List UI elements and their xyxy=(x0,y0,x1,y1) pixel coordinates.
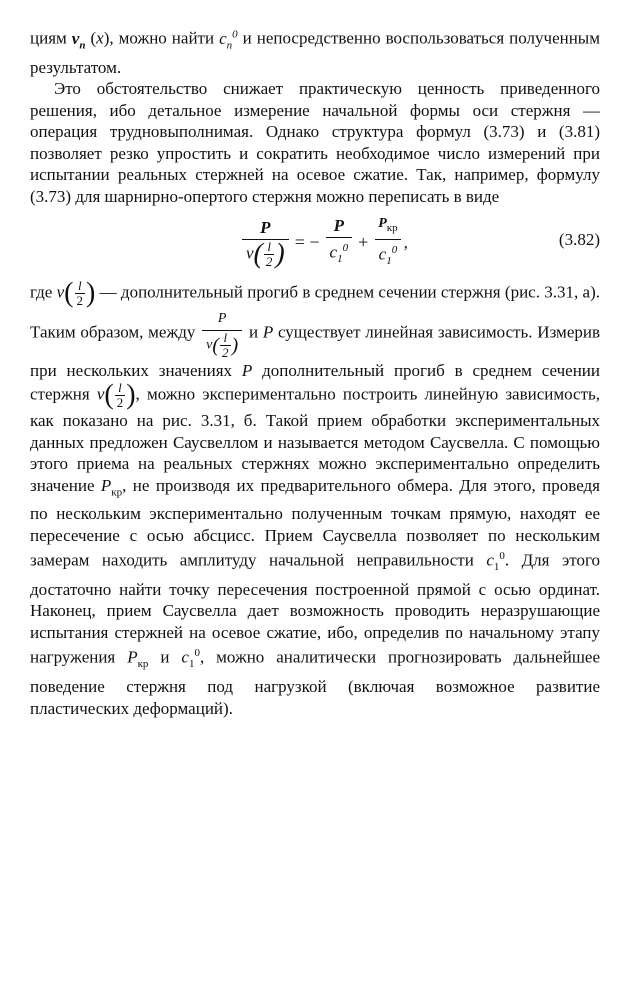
vn-symbol: $v_n$ xyxy=(71,28,86,52)
paragraph-1: циям $v_n$ (x), можно найти $c_n^0$ и непосредственно воспользоваться полученным результатом. xyxy=(30,28,600,77)
equation-number: (3.82) xyxy=(558,230,600,250)
equation-3-82: P v( $\frac{l}{2}$ ) = − $\frac{P}{c_1^0}$ + $\frac{P_{кр}}{c_1^0}$ , (3.82) xyxy=(30,211,600,275)
fraction-P-over-v: P v( $\frac{l}{2}$ ) xyxy=(242,217,289,269)
p1-text-b: , можно найти xyxy=(109,28,220,48)
fraction-P-over-c: $\frac{P}{c_1^0}$ xyxy=(326,215,353,270)
plus-sign: + xyxy=(358,232,369,253)
page-body xyxy=(30,24,600,719)
p1-text-a: циям xyxy=(30,28,72,48)
equals-minus-sign: = − xyxy=(294,232,320,253)
paragraph-3: где v( $\frac{l}{2}$ ) — дополнительный прогиб в среднем сечении стержня (рис. 3.31, а). Таким образом, между P v( $\frac{l}{2}$ ) и P существует линейная зависимость. Измерив при нескольких значениях P дополнительный прогиб в среднем сечении стержня v( $\frac{l}{2}$ ), можно экспериментально построить линейную зависимость, как показано на рис. 3.31, б. Такой прием обработки экспериментальных данных предложен Саусвеллом и называется методом Саусвелла. С помощью этого приема на реальных стержнях можно экспериментально определить значение $P_{кр}$, не производя их предварительного обмера. Для этого, проведя по нескольким экспериментально полученным точкам прямую, находят ее пересечение с осью абсцисс. Прием Саусвелла позволяет по нескольким замерам находить амплитуду начальной неправильности $c_1^0$. Для этого достаточно найти точку пересечения построенной прямой с осью ординат. Наконец, прием Саусвелла дает возможность проводить неразрушающие испытания стержней на осевое сжатие, ибо, определив по начальному этапу нагружения $P_{кр}$ и $c_1^0$, можно аналитически прогнозировать дальнейшее поведение стержня под нагрузкой (включая возможное развитие пластических деформаций). xyxy=(30,277,601,718)
fraction-Pkr-over-c: $\frac{P_{кр}}{c_1^0}$ xyxy=(374,213,401,273)
cn0-symbol: $c_n^0$ xyxy=(219,28,238,52)
paragraph-2: Это обстоятельство снижает практическую ценность приведенного решения, ибо детальное измерение начальной формы оси стержня — операция трудновыполнимая. Однако структура формул (3.73) и (3.81) позволяет резко упростить и сократить необходимое число измерений при испытании реальных стержней на осевое сжатие. Так, например, формулу (3.73) для шарнирно-опертого стержня можно переписать в виде xyxy=(30,79,600,206)
p1-text-c: и непосредственно воспользоваться полученным результатом. xyxy=(30,28,600,77)
